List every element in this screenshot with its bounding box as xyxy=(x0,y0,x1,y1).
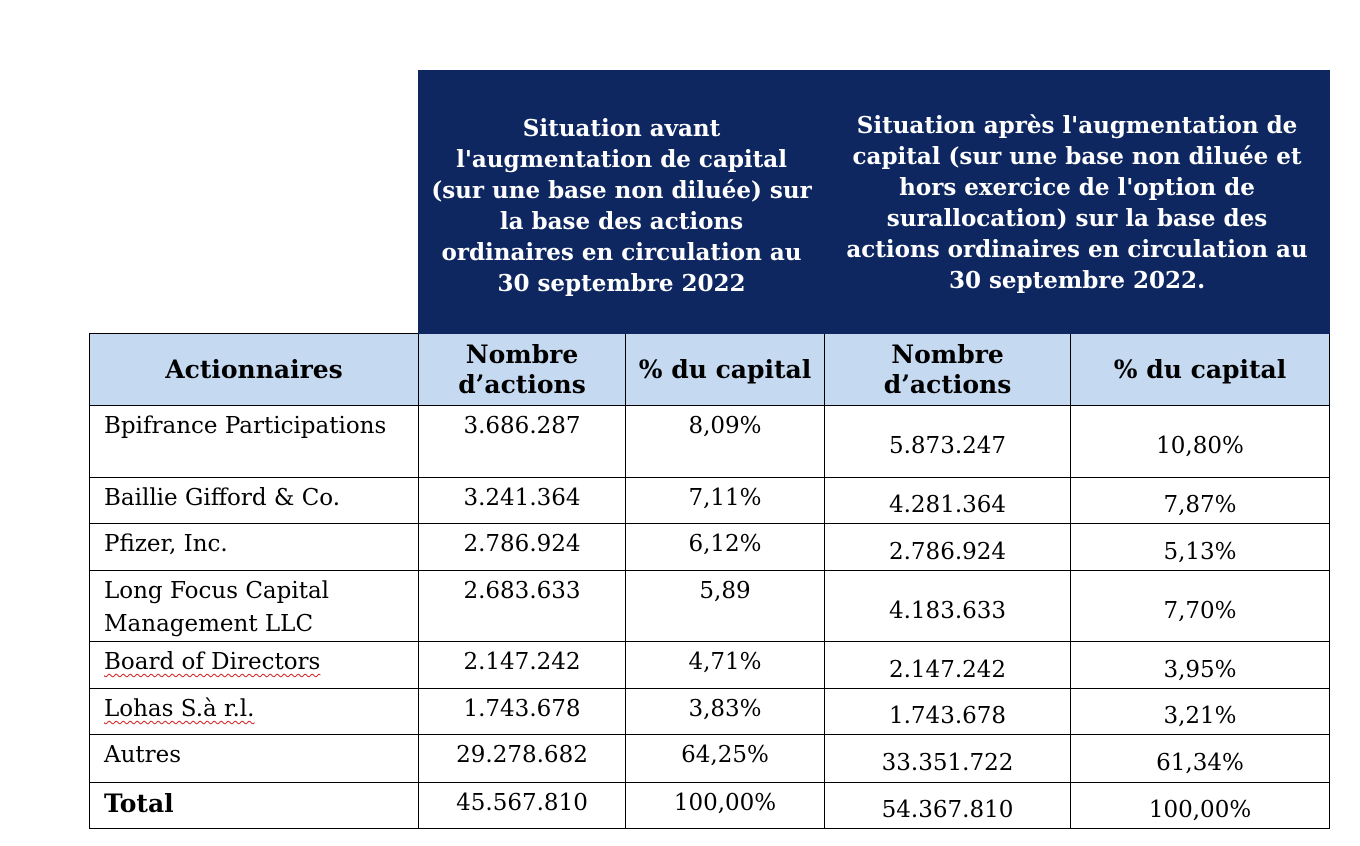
shares-before: 3.241.364 xyxy=(419,478,626,524)
pct-before: 3,83% xyxy=(626,689,825,735)
col-header-pct-after: % du capital xyxy=(1071,334,1330,406)
pct-after: 5,13% xyxy=(1071,524,1330,571)
pct-after: 7,70% xyxy=(1071,571,1330,642)
shares-before: 1.743.678 xyxy=(419,689,626,735)
pct-before: 5,89 xyxy=(626,571,825,642)
pct-after: 61,34% xyxy=(1071,735,1330,783)
shares-after: 2.147.242 xyxy=(825,642,1071,689)
pct-before: 6,12% xyxy=(626,524,825,571)
table-row xyxy=(90,478,1330,524)
total-pct-before: 100,00% xyxy=(626,783,825,829)
col-header-pct-before: % du capital xyxy=(626,334,825,406)
shareholder-name-cell xyxy=(90,689,419,735)
pct-after: 10,80% xyxy=(1071,406,1330,478)
pct-after: 7,87% xyxy=(1071,478,1330,524)
table-row xyxy=(90,524,1330,571)
shareholder-name: Baillie Gifford & Co. xyxy=(90,478,419,524)
shares-after: 4.281.364 xyxy=(825,478,1071,524)
shareholder-name: Long Focus Capital Management LLC xyxy=(90,571,419,642)
shares-before: 2.786.924 xyxy=(419,524,626,571)
col-header-shareholders: Actionnaires xyxy=(90,334,419,406)
shareholder-name: Board of Directors xyxy=(104,649,321,675)
shareholder-name-cell xyxy=(90,642,419,689)
shareholder-name: Lohas S.à r.l. xyxy=(104,696,255,722)
shares-before: 2.683.633 xyxy=(419,571,626,642)
pct-after: 3,21% xyxy=(1071,689,1330,735)
total-shares-before: 45.567.810 xyxy=(419,783,626,829)
shareholder-name: Bpifrance Participations xyxy=(90,406,419,478)
shares-after: 4.183.633 xyxy=(825,571,1071,642)
table-row xyxy=(90,735,1330,783)
shareholder-name: Pfizer, Inc. xyxy=(90,524,419,571)
shareholding-table xyxy=(89,70,1330,829)
total-pct-after: 100,00% xyxy=(1071,783,1330,829)
table-row xyxy=(90,571,1330,642)
situation-before-header: Situation avant l'augmentation de capital (sur une base non diluée) sur la base des actions ordinaires en circulation au 30 septembre 2022 xyxy=(419,71,825,334)
table-row xyxy=(90,689,1330,735)
total-label: Total xyxy=(90,783,419,829)
pct-after: 3,95% xyxy=(1071,642,1330,689)
total-shares-after: 54.367.810 xyxy=(825,783,1071,829)
total-row xyxy=(90,783,1330,829)
header-blank-cell xyxy=(90,71,419,334)
shares-before: 2.147.242 xyxy=(419,642,626,689)
col-header-shares-before: Nombre d’actions xyxy=(419,334,626,406)
pct-before: 7,11% xyxy=(626,478,825,524)
pct-before: 8,09% xyxy=(626,406,825,478)
shares-before: 29.278.682 xyxy=(419,735,626,783)
shares-after: 5.873.247 xyxy=(825,406,1071,478)
shareholder-name: Autres xyxy=(90,735,419,783)
shares-after: 2.786.924 xyxy=(825,524,1071,571)
column-header-row xyxy=(90,334,1330,406)
col-header-shares-after: Nombre d’actions xyxy=(825,334,1071,406)
shares-before: 3.686.287 xyxy=(419,406,626,478)
situation-header-row xyxy=(90,71,1330,334)
situation-after-header: Situation après l'augmentation de capital (sur une base non diluée et hors exercice de l'option de surallocation) sur la base des actions ordinaires en circulation au 30 septembre 2022. xyxy=(825,71,1330,334)
pct-before: 64,25% xyxy=(626,735,825,783)
table-row xyxy=(90,406,1330,478)
shares-after: 33.351.722 xyxy=(825,735,1071,783)
pct-before: 4,71% xyxy=(626,642,825,689)
shares-after: 1.743.678 xyxy=(825,689,1071,735)
table-row xyxy=(90,642,1330,689)
